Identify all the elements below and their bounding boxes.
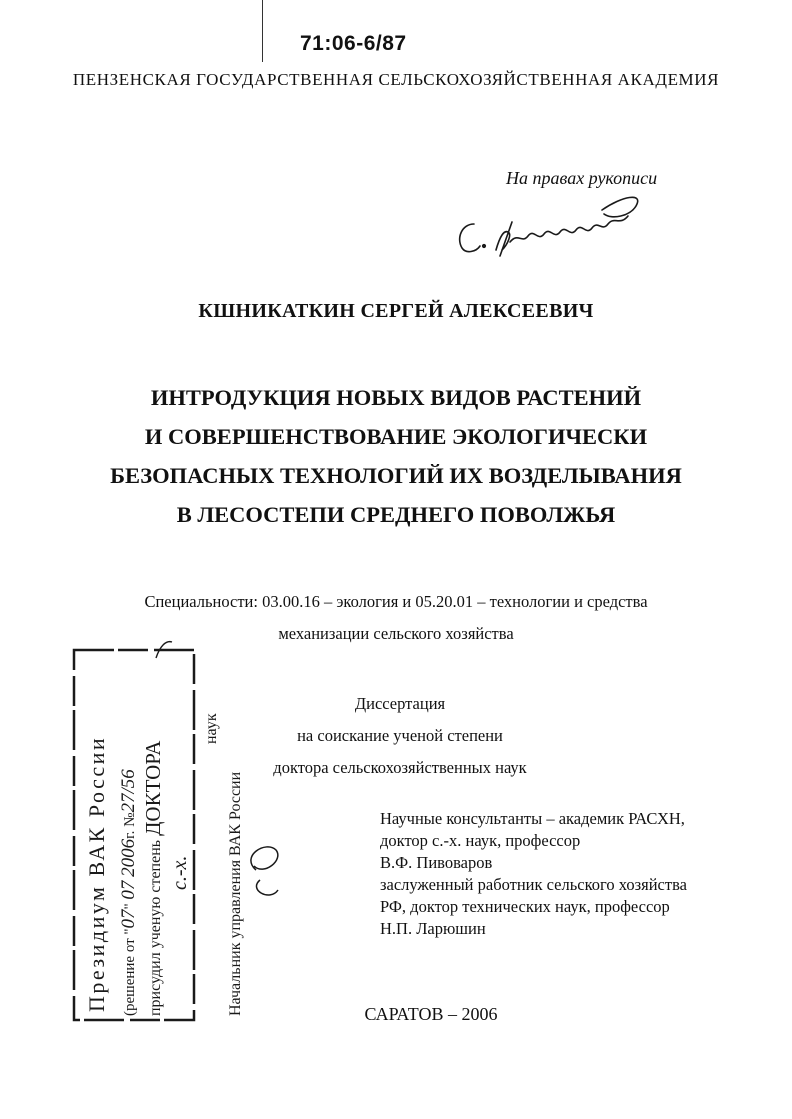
degree-line: доктора сельскохозяйственных наук: [273, 758, 527, 777]
stamp-field: с.-х.: [169, 855, 191, 890]
stamp-line-degree: присудил ученую степень ДОКТОРА: [141, 740, 165, 1016]
rights-note: На правах рукописи: [506, 168, 658, 188]
specialty-line: Специальности: 03.00.16 – экология и 05.20.01 – технологии и средства: [144, 592, 648, 611]
specialty-line: механизации сельского хозяйства: [278, 624, 514, 643]
advisor-line: В.Ф. Пивоваров: [380, 853, 493, 872]
city-year: САРАТОВ – 2006: [364, 1004, 498, 1024]
stamp-line-head: Начальник управления ВАК России: [227, 771, 244, 1016]
degree-line: Диссертация: [354, 694, 446, 713]
advisor-line: доктор с.-х. наук, профессор: [380, 831, 581, 850]
stamp-degree: ДОКТОРА: [141, 740, 165, 836]
stamp-line-decision: (решение от "07" 07 2006г. №27/56: [118, 769, 139, 1016]
stamp-number: 27/56: [118, 769, 139, 813]
scientific-advisors: [380, 808, 687, 940]
advisor-line: заслуженный работник сельского хозяйства: [380, 875, 687, 894]
advisor-line: Н.П. Ларюшин: [380, 919, 486, 938]
dissertation-title: [0, 378, 792, 534]
title-line: В ЛЕСОСТЕПИ СРЕДНЕГО ПОВОЛЖЬЯ: [176, 502, 616, 527]
advisor-line: РФ, доктор технических наук, профессор: [380, 897, 670, 916]
degree-line: на соискание ученой степени: [297, 726, 503, 745]
stamp-year: 2006: [118, 838, 139, 877]
archive-code: 71:06-6/87: [300, 32, 407, 55]
author-name: КШНИКАТКИН СЕРГЕЙ АЛЕКСЕЕВИЧ: [198, 300, 594, 322]
title-line: БЕЗОПАСНЫХ ТЕХНОЛОГИЙ ИХ ВОЗДЕЛЫВАНИЯ: [110, 463, 682, 488]
scan-margin-line: [262, 0, 263, 62]
stamp-line-presidium: Президиум ВАК России: [84, 735, 109, 1012]
stamp-day: 07: [118, 909, 139, 929]
stamp-signature: [251, 847, 278, 895]
stamp-science: наук: [203, 713, 220, 744]
advisor-line: Научные консультанты – академик РАСХН,: [380, 809, 685, 828]
stamp-month: 07: [118, 880, 139, 900]
academy-name: ПЕНЗЕНСКАЯ ГОСУДАРСТВЕННАЯ СЕЛЬСКОХОЗЯЙСТВЕННАЯ АКАДЕМИЯ: [72, 70, 720, 89]
title-line: ИНТРОДУКЦИЯ НОВЫХ ВИДОВ РАСТЕНИЙ: [150, 385, 642, 410]
author-signature: [452, 186, 682, 266]
title-line: И СОВЕРШЕНСТВОВАНИЕ ЭКОЛОГИЧЕСКИ: [144, 424, 648, 449]
vak-stamp: [60, 640, 290, 1040]
